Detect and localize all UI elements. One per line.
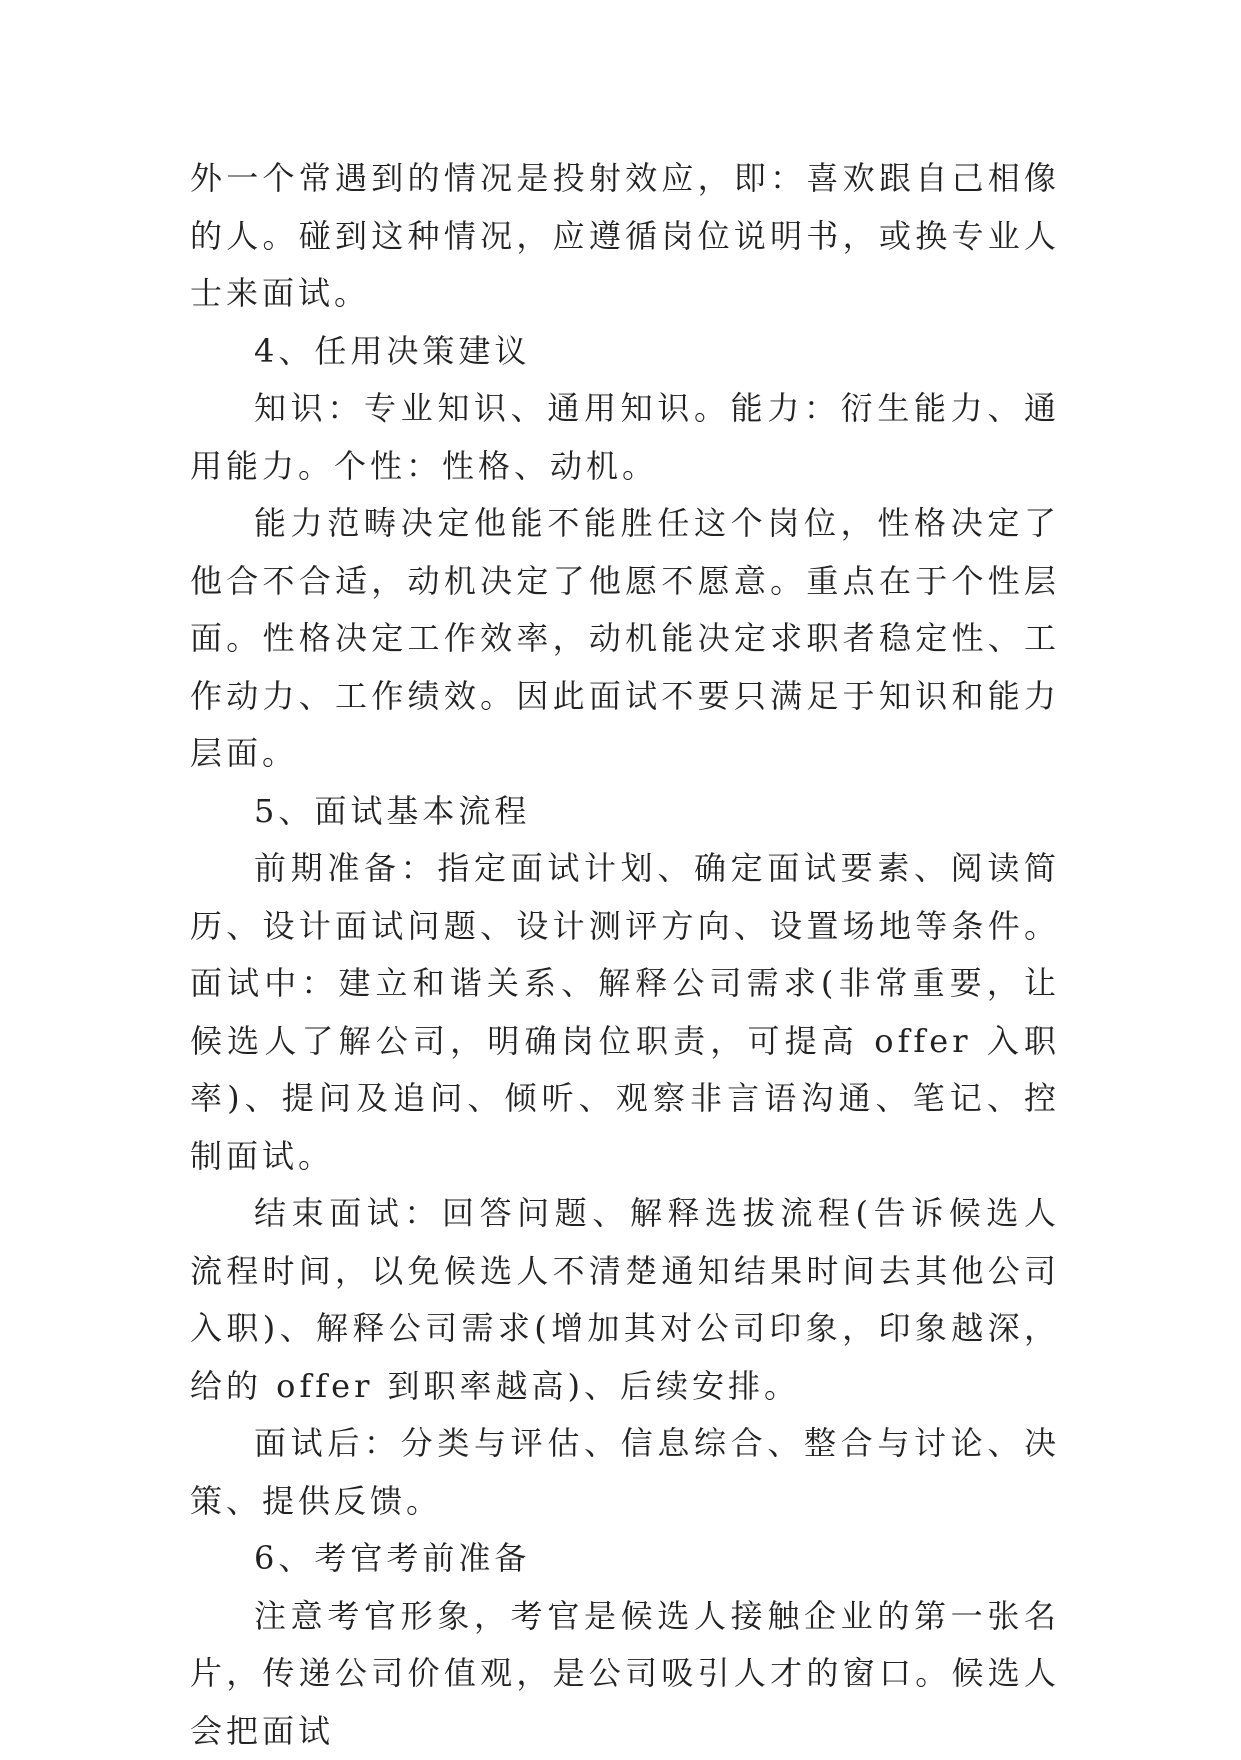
paragraph-projection-effect: 外一个常遇到的情况是投射效应，即：喜欢跟自己相像的人。碰到这种情况，应遵循岗位说明书，或换专业人士来面试。: [190, 150, 1060, 323]
paragraph-ability-scope: 能力范畴决定他能不能胜任这个岗位，性格决定了他合不合适，动机决定了他愿不愿意。重点在于个性层面。性格决定工作效率，动机能决定求职者稳定性、工作动力、工作绩效。因此面试不要只满足于知识和能力层面。: [190, 495, 1060, 783]
paragraph-examiner-image: 注意考官形象，考官是候选人接触企业的第一张名片，传递公司价值观，是公司吸引人才的窗口。候选人会把面试: [190, 1588, 1060, 1760]
heading-hiring-decision: 4、任用决策建议: [190, 323, 1060, 381]
paragraph-knowledge-ability: 知识：专业知识、通用知识。能力：衍生能力、通用能力。个性：性格、动机。: [190, 380, 1060, 495]
heading-interview-process: 5、面试基本流程: [190, 783, 1060, 841]
paragraph-after-interview: 面试后：分类与评估、信息综合、整合与讨论、决策、提供反馈。: [190, 1415, 1060, 1530]
document-page: [190, 150, 1060, 1760]
heading-examiner-preparation: 6、考官考前准备: [190, 1530, 1060, 1588]
paragraph-preparation: 前期准备：指定面试计划、确定面试要素、阅读简历、设计面试问题、设计测评方向、设置场地等条件。面试中：建立和谐关系、解释公司需求(非常重要，让候选人了解公司，明确岗位职责，可提高 offer 入职率)、提问及追问、倾听、观察非言语沟通、笔记、控制面试。: [190, 840, 1060, 1185]
paragraph-ending-interview: 结束面试：回答问题、解释选拔流程(告诉候选人流程时间，以免候选人不清楚通知结果时间去其他公司入职)、解释公司需求(增加其对公司印象，印象越深，给的 offer 到职率越高)、后续安排。: [190, 1185, 1060, 1415]
